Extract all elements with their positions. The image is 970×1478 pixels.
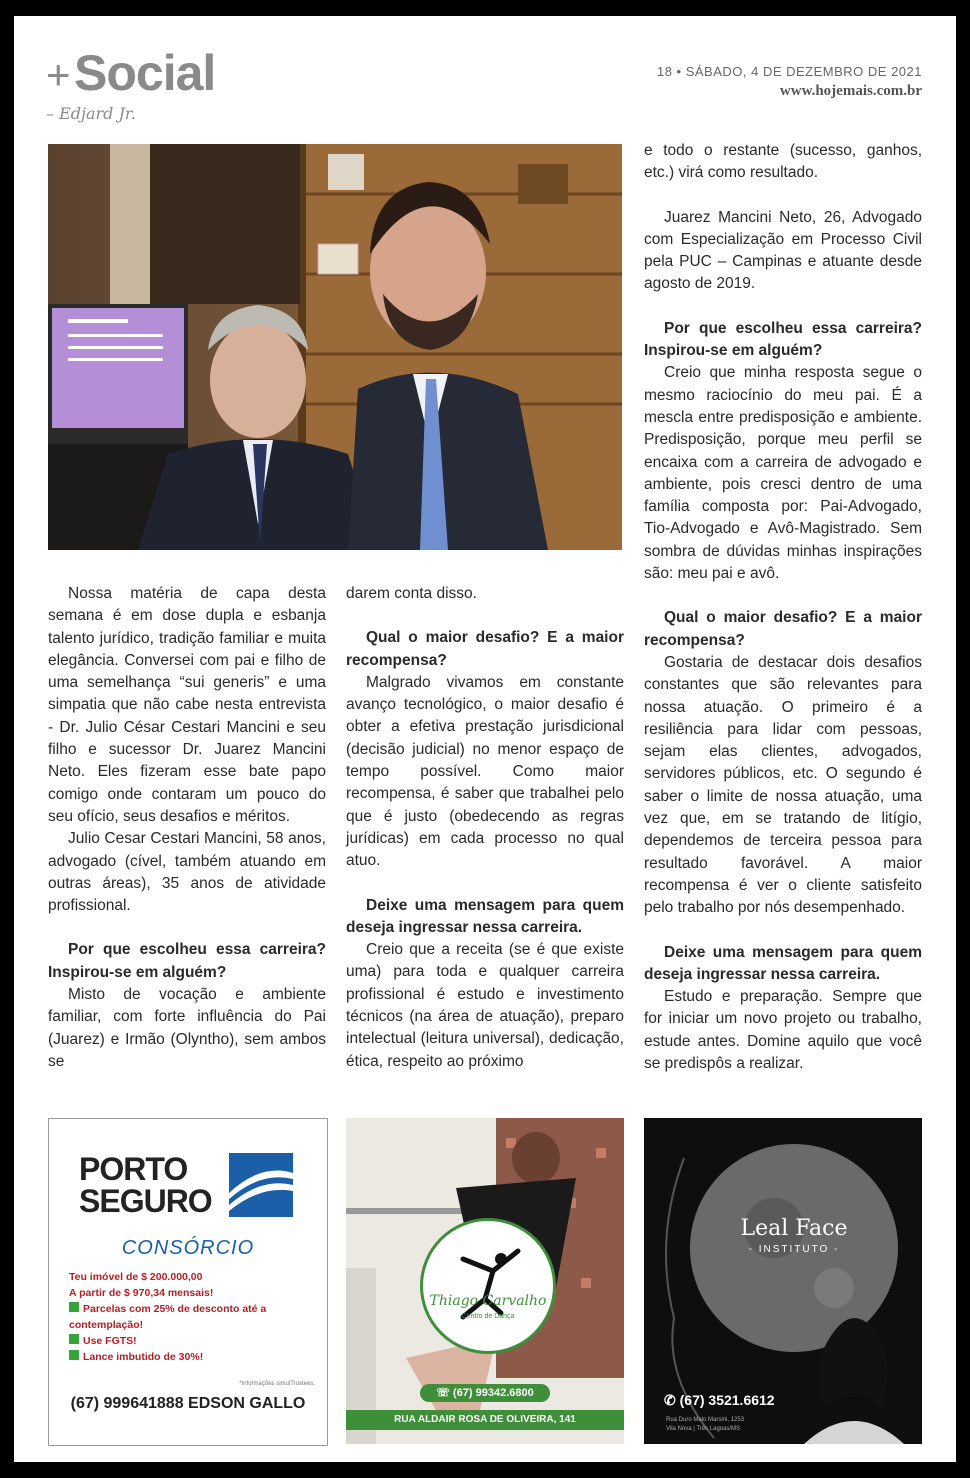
website-link[interactable]: www.hojemais.com.br bbox=[779, 83, 922, 99]
leal-name: Leal Face bbox=[740, 1216, 848, 1241]
cover-photo bbox=[48, 144, 622, 550]
dance-phone: (67) 99342.6800 bbox=[453, 1387, 534, 1399]
question-heading: Por que escolheu essa carreira? Inspirou-se em alguém? bbox=[644, 319, 922, 360]
dance-phone-badge[interactable] bbox=[420, 1384, 550, 1402]
ad-porto-seguro[interactable] bbox=[48, 1118, 328, 1446]
article-column-middle bbox=[346, 583, 624, 1073]
paragraph: Estudo e preparação. Sempre que for iniciar um novo projeto ou trabalho, estude antes. Domine aquilo que você se predispôs a realizar. bbox=[644, 988, 922, 1072]
porto-product: CONSÓRCIO bbox=[121, 1237, 255, 1259]
porto-offer-line1: Teu imóvel de $ 200.000,00 bbox=[69, 1271, 203, 1283]
paragraph: Misto de vocação e ambiente familiar, com forte influência do Pai (Juarez) e Irmão (Olyntho), sem ambos se bbox=[48, 986, 326, 1070]
check-icon bbox=[69, 1334, 79, 1344]
leal-contact[interactable] bbox=[664, 1392, 775, 1409]
article-column-left bbox=[48, 583, 326, 1073]
leal-address-line1: Rua Duro Malo Marsini, 1253 bbox=[666, 1417, 745, 1423]
dance-logo-text: Thiago Carvalho bbox=[429, 1293, 547, 1309]
issue-date: 18 • SÁBADO, 4 DE DEZEMBRO DE 2021 bbox=[656, 64, 922, 79]
dance-logo-badge bbox=[420, 1218, 556, 1354]
paragraph: Creio que minha resposta segue o mesmo raciocínio do meu pai. É a mescla entre predisposição e ambiente. Predisposição, porque meu perfil se encaixa com a carreira de advogado e ambiente, pois cresci dentro de uma família composta por: Pai-Advogado, Tio-Advogado e Avô-Magistrado. Sem sombra de dúvidas minhas inspirações são: meu pai e avô. bbox=[644, 364, 922, 583]
whatsapp-icon: ☏ bbox=[436, 1387, 454, 1399]
check-icon bbox=[69, 1302, 79, 1312]
check-icon bbox=[69, 1350, 79, 1360]
porto-brand-line1: PORTO bbox=[79, 1151, 188, 1187]
plus-sign: + bbox=[46, 51, 71, 98]
paragraph: Juarez Mancini Neto, 26, Advogado com Especialização em Processo Civil pela PUC – Campinas e atuante desde agosto de 2019. bbox=[644, 208, 922, 293]
question-heading: Deixe uma mensagem para quem deseja ingressar nessa carreira. bbox=[346, 896, 624, 936]
phone-icon: ✆ bbox=[664, 1392, 680, 1408]
photo-illustration bbox=[48, 144, 622, 550]
porto-logo-icon bbox=[229, 1153, 293, 1217]
question-heading: Qual o maior desafio? E a maior recompensa? bbox=[346, 629, 624, 669]
columnist-signature: – Edjard Jr. bbox=[46, 104, 136, 123]
porto-benefit: Parcelas com 25% de desconto até a contemplação! bbox=[69, 1303, 267, 1331]
porto-brand-line2: SEGURO bbox=[79, 1183, 212, 1219]
dance-logo-sub: Centro de Dança bbox=[461, 1313, 515, 1320]
paragraph: Creio que a receita (se é que existe uma) para toda e qualquer carreira profissional é estudo e investimento técnicos (na área de atuação), preparo intelectual (leitura universal), dedicação, ética, respeito ao próximo bbox=[346, 941, 624, 1070]
leal-address-line2: Vila Nova | Três Lagoas/MS bbox=[666, 1426, 741, 1432]
question-heading: Qual o maior desafio? E a maior recompensa? bbox=[644, 609, 922, 649]
porto-offer-line2: A partir de $ 970,34 mensais! bbox=[69, 1287, 214, 1299]
section-title: Social bbox=[74, 45, 216, 101]
leal-phone: (67) 3521.6612 bbox=[679, 1392, 775, 1408]
porto-contact[interactable]: (67) 999641888 EDSON GALLO bbox=[70, 1395, 306, 1412]
porto-footnote: *Informações simulTrustees. bbox=[239, 1381, 315, 1387]
porto-benefit: Lance imbutido de 30%! bbox=[83, 1351, 204, 1363]
paragraph: Malgrado vivamos em constante avanço tecnológico, o maior desafio é obter a efetiva prestação jurisdicional (decisão judicial) no menor espaço de tempo possível. Como maior recompensa, é saber que trabalhei pelo que é justo (obedecendo as regras jurídicas) em cada processo no qual atuo. bbox=[346, 673, 624, 870]
article-column-right bbox=[644, 140, 922, 1075]
paragraph: Gostaria de destacar dois desafios constantes que são relevantes para nossa atuação. O primeiro é a resiliência para lidar com pessoas, sejam elas clientes, advogados, servidores públicos, etc. O segundo é saber o limite de nossa atuação, uma vez que, em se tratando de litígio, dependemos de terceira pessoa para resultado favorável. A maior recompensa é ver o cliente satisfeito pelo trabalho por nós desempenhado. bbox=[644, 653, 922, 917]
ad-leal-face[interactable] bbox=[644, 1118, 922, 1444]
newspaper-page bbox=[14, 16, 956, 1462]
question-heading: Por que escolheu essa carreira? Inspirou-se em alguém? bbox=[48, 941, 326, 981]
dance-address: RUA ALDAIR ROSA DE OLIVEIRA, 141 bbox=[346, 1410, 624, 1430]
paragraph: darem conta disso. bbox=[346, 585, 477, 602]
dancer-icon bbox=[423, 1221, 553, 1351]
issue-info bbox=[657, 64, 922, 100]
paragraph: e todo o restante (sucesso, ganhos, etc.) virá como resultado. bbox=[644, 142, 922, 182]
question-heading: Deixe uma mensagem para quem deseja ingressar nessa carreira. bbox=[644, 943, 922, 983]
ad-dance-school[interactable] bbox=[346, 1118, 624, 1444]
paragraph: Nossa matéria de capa desta semana é em dose dupla e esbanja talento jurídico, tradição familiar e muita elegância. Conversei com pai e filho de uma semelhança “sui generis” e uma simpatia que não cabe nesta entrevista - Dr. Julio César Cestari Mancini e seu filho e sucessor Dr. Juarez Mancini Neto. Eles fizeram esse bate papo comigo onde contaram um pouco do seu ofício, seus desafios e méritos. bbox=[48, 585, 326, 825]
porto-benefit: Use FGTS! bbox=[83, 1335, 137, 1347]
paragraph: Julio Cesar Cestari Mancini, 58 anos, advogado (cível, também atuando em outras áreas), 35 anos de atividade profissional. bbox=[48, 830, 326, 915]
leal-sub: - INSTITUTO - bbox=[748, 1244, 840, 1255]
